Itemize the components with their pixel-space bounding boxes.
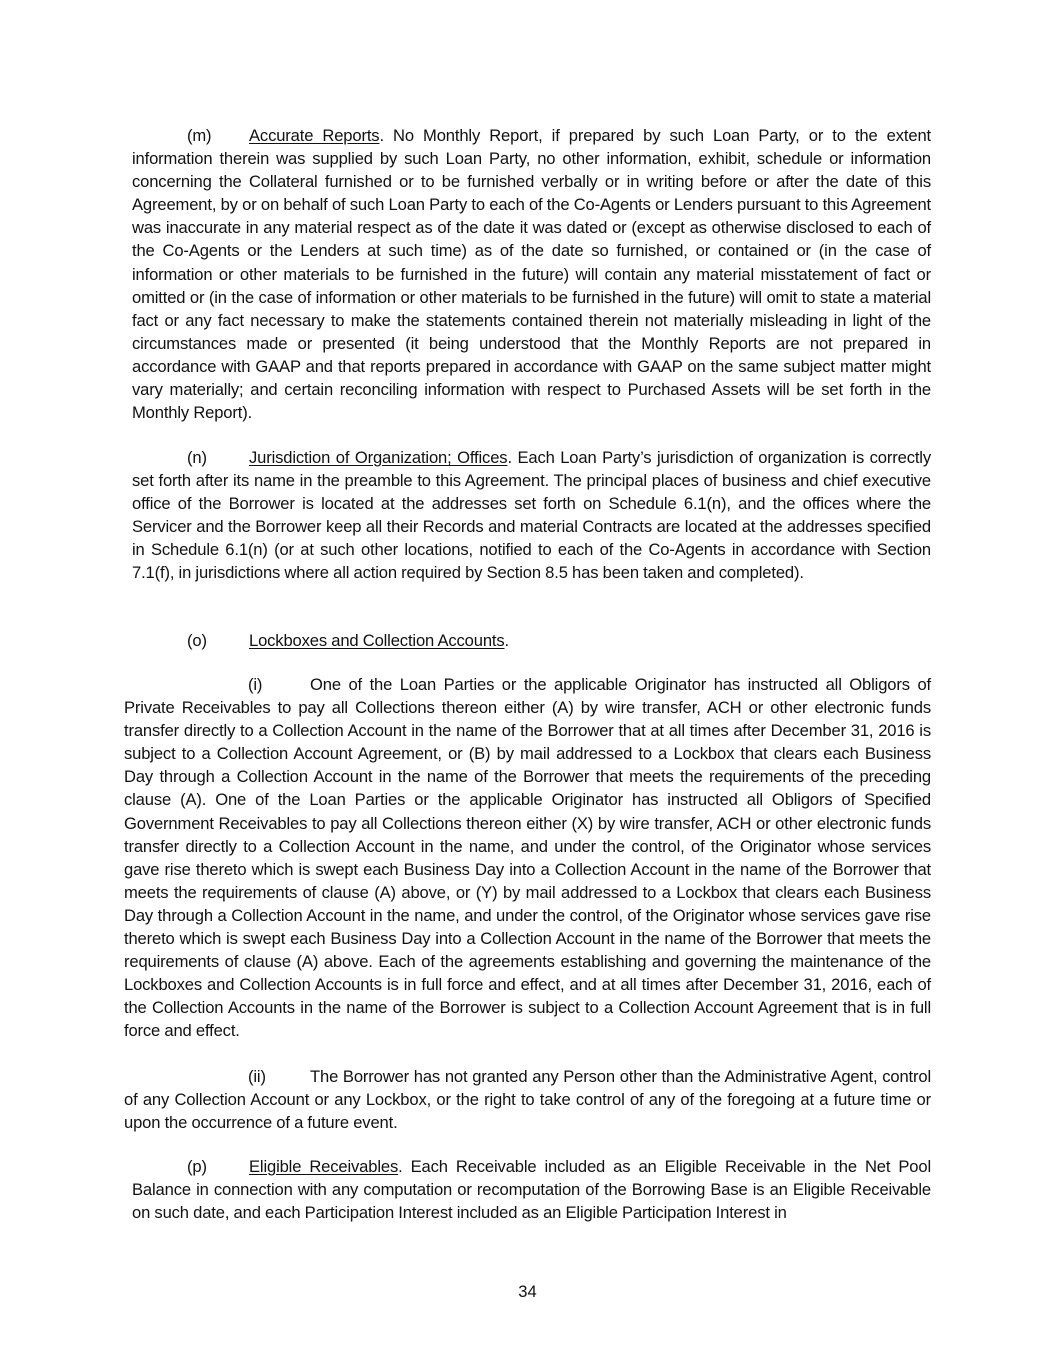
section-o-heading: Lockboxes and Collection Accounts bbox=[249, 631, 505, 650]
section-n-text: . Each Loan Party’s jurisdiction of organization is correctly set forth after its name in the preamble to this Agreement. The principal places of business and chief executive office of the Borrower is located at the addresses set forth on Schedule 6.1(n), and the offices where the Servicer and the Borrower keep all their Records and material Contracts are located at the addresses specified in Schedule 6.1(n) (or at such other locations, notified to each of the Co-Agents in accordance with Section 7.1(f), in jurisdictions where all action required by Section 8.5 has been taken and completed). bbox=[132, 448, 931, 583]
section-o-ii bbox=[124, 1065, 931, 1134]
section-m-heading: Accurate Reports bbox=[249, 126, 380, 145]
section-n bbox=[132, 446, 931, 585]
section-o-i-label: (i) bbox=[248, 675, 263, 694]
section-m-text: . No Monthly Report, if prepared by such Loan Party, or to the extent information therein was supplied by such Loan Party, no other information, exhibit, schedule or information concerning the Collateral furnished or to be furnished verbally or in writing before or after the date of this Agreement, by or on behalf of such Loan Party to each of the Co-Agents or Lenders pursuant to this Agreement was inaccurate in any material respect as of the date it was dated or (except as otherwise disclosed to each of the Co-Agents or the Lenders at such time) as of the date so furnished, or contained or (in the case of information or other materials to be furnished in the future) will contain any material misstatement of fact or omitted or (in the case of information or other materials to be furnished in the future) will omit to state a material fact or any fact necessary to make the statements contained therein not materially misleading in light of the circumstances made or presented (it being understood that the Monthly Reports are not prepared in accordance with GAAP and that reports prepared in accordance with GAAP on the same subject matter might vary materially; and certain reconciling information with respect to Purchased Assets will be set forth in the Monthly Report). bbox=[132, 126, 931, 423]
section-n-heading: Jurisdiction of Organization; Offices bbox=[249, 448, 508, 467]
page-number: 34 bbox=[518, 1282, 537, 1301]
section-o-text: . bbox=[504, 631, 509, 650]
section-m-label: (m) bbox=[187, 126, 212, 145]
section-p-label: (p) bbox=[187, 1157, 207, 1176]
section-o-i bbox=[124, 673, 931, 1043]
section-o-label: (o) bbox=[187, 631, 207, 650]
section-n-label: (n) bbox=[187, 448, 207, 467]
section-o bbox=[132, 629, 931, 652]
section-o-ii-label: (ii) bbox=[248, 1067, 266, 1086]
section-p-heading: Eligible Receivables bbox=[249, 1157, 399, 1176]
section-o-i-text: One of the Loan Parties or the applicable Originator has instructed all Obligors of Private Receivables to pay all Collections thereon either (A) by wire transfer, ACH or other electronic funds transfer directly to a Collection Account in the name of the Borrower that at all times after December 31, 2016 is subject to a Collection Account Agreement, or (B) by mail addressed to a Lockbox that clears each Business Day through a Collection Account in the name of the Borrower that meets the requirements of the preceding clause (A). One of the Loan Parties or the applicable Originator has instructed all Obligors of Specified Government Receivables to pay all Collections thereon either (X) by wire transfer, ACH or other electronic funds transfer directly to a Collection Account in the name, and under the control, of the Originator whose services gave rise thereto which is swept each Business Day into a Collection Account in the name of the Borrower that meets the requirements of clause (A) above, or (Y) by mail addressed to a Lockbox that clears each Business Day through a Collection Account in the name, and under the control, of the Originator whose services gave rise thereto which is swept each Business Day into a Collection Account in the name of the Borrower that meets the requirements of clause (A) above. Each of the agreements establishing and governing the maintenance of the Lockboxes and Collection Accounts is in full force and effect, and at all times after December 31, 2016, each of the Collection Accounts in the name of the Borrower is subject to a Collection Account Agreement that is in full force and effect. bbox=[124, 675, 931, 1041]
section-p bbox=[132, 1155, 931, 1224]
section-o-ii-text: The Borrower has not granted any Person other than the Administrative Agent, control of any Collection Account or any Lockbox, or the right to take control of any of the foregoing at a future time or upon the occurrence of a future event. bbox=[124, 1067, 931, 1133]
section-p-text: . Each Receivable included as an Eligible Receivable in the Net Pool Balance in connection with any computation or recomputation of the Borrowing Base is an Eligible Receivable on such date, and each Participation Interest included as an Eligible Participation Interest in bbox=[132, 1157, 931, 1223]
section-m bbox=[132, 124, 931, 424]
